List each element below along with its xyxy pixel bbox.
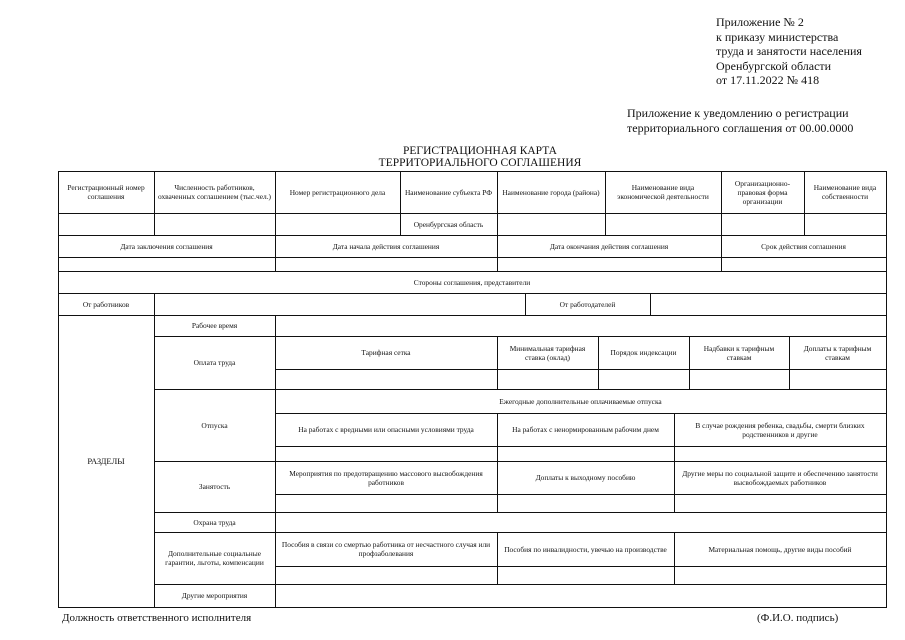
col-legal-form: Организационно-правовая форма организации [734,178,791,206]
death-benefits-label: Пособия в связи со смертью работника от несчастного случая или профзаболевания [281,540,491,558]
labor-protection-label: Охрана труда [193,517,236,527]
material-aid-label: Материальная помощь, другие виды пособий [708,544,852,554]
col-case-number: Номер регистрационного дела [289,187,386,197]
parties-label: Стороны соглашения, представители [413,277,531,287]
from-workers-label: От работников [82,299,130,309]
sections-label: РАЗДЕЛЫ [87,455,125,466]
appendix-line: от 17.11.2022 № 418 [716,73,820,88]
col-activity: Наименование вида экономической деятельности [617,183,709,201]
pay-label: Оплата труда [193,358,236,367]
employment-label: Занятость [198,482,231,491]
notice-line: территориального соглашения от 00.00.0000 [627,120,854,135]
from-employers-label: От работодателей [559,299,616,309]
validity-label: Срок действия соглашения [761,241,846,251]
appendix-line: Оренбургской области [716,58,832,73]
irregular-label: На работах с ненормированным рабочим днем [512,425,659,434]
severance-label: Доплаты к выходному пособию [535,473,636,482]
col-city: Наименование города (района) [502,187,600,197]
working-time-label: Рабочее время [191,321,238,330]
bonuses-label: Надбавки к тарифным ставкам [703,343,775,362]
notice-line: Приложение к уведомлению о регистрации [627,106,849,120]
subject-value: Оренбургская область [413,219,484,229]
disability-label: Пособия по инвалидности, увечью на производстве [504,544,667,554]
min-tariff-label: Минимальная тарифная ставка (оклад) [509,343,586,362]
card-title-line: ТЕРРИТОРИАЛЬНОГО СОГЛАШЕНИЯ [378,157,582,169]
date-concluded-label: Дата заключения соглашения [120,241,213,251]
card-title-line: РЕГИСТРАЦИОННАЯ КАРТА [403,145,557,157]
col-reg-number: Регистрационный номер соглашения [67,183,145,201]
col-subject: Наименование субъекта РФ [404,187,493,197]
date-end-label: Дата окончания действия соглашения [549,241,669,251]
signature-footer: (Ф.И.О. подпись) [757,612,839,624]
other-measures-label: Другие мероприятия [181,591,248,600]
col-ownership: Наименование вида собственности [813,183,877,201]
appendix-line: к приказу министерства [716,29,839,44]
vacations-label: Отпуска [201,420,228,430]
appendix-line: труда и занятости населения [716,44,862,59]
tariff-grid-label: Тарифная сетка [361,348,411,357]
indexation-label: Порядок индексации [610,348,677,357]
col-workers: Численность работников, охваченных соглашением (тыс.чел.) [157,183,272,201]
prevent-layoff-label: Мероприятия по предотвращению массового высвобождения работников [289,468,483,487]
extra-guarantees-label: Дополнительные социальные гарантии, льготы, компенсации [165,549,264,567]
hazardous-label: На работах с вредными или опасными условиями труда [298,425,474,434]
other-social-label: Другие меры по социальной защите и обеспечению занятости высвобождаемых работников [682,468,878,487]
date-start-label: Дата начала действия соглашения [332,241,440,251]
supplements-label: Доплаты к тарифным ставкам [803,343,872,362]
appendix-line: Приложение № 2 [716,15,804,29]
annual-leave-label: Ежегодные дополнительные оплачиваемые отпуска [499,396,662,406]
family-events-label: В случае рождения ребенка, свадьбы, смерти близких родственников и другие [695,420,865,439]
position-footer: Должность ответственного исполнителя [62,612,252,624]
